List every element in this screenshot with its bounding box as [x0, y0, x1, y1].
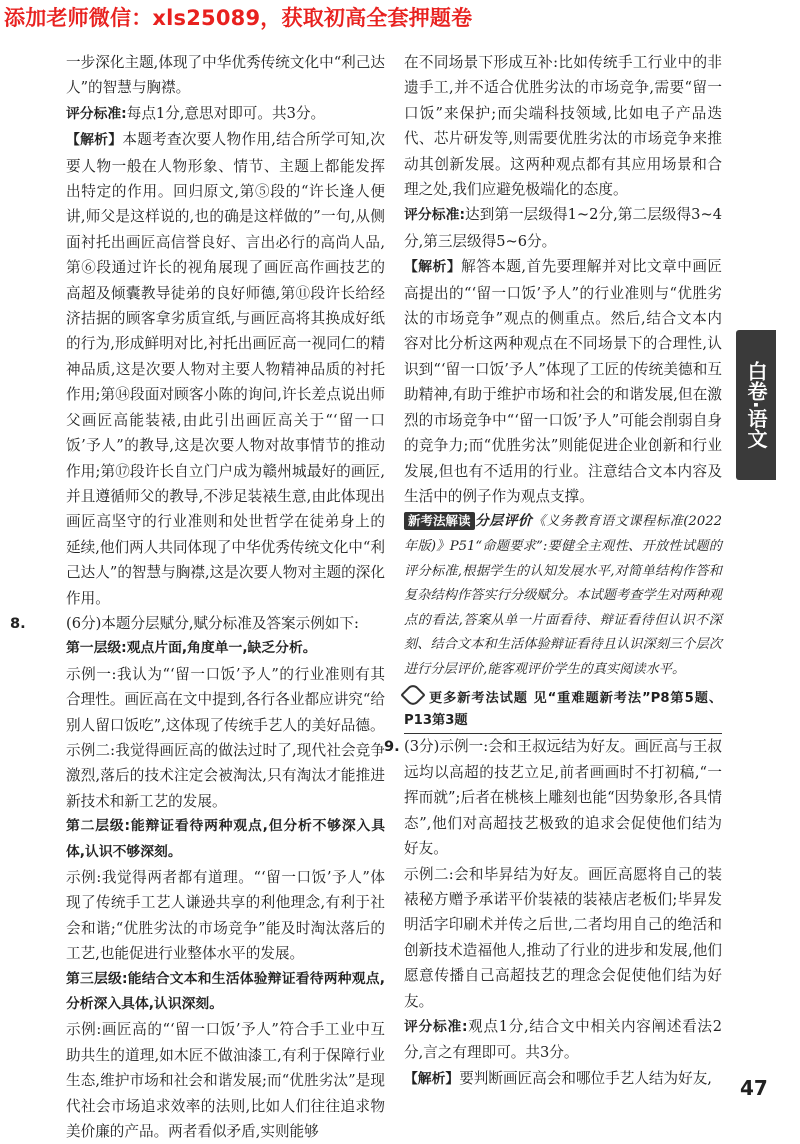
analysis	[404, 254, 722, 509]
example: 示例一:我认为“‘留一口饭’予人”的行业准则有其合理性。画匠高在文中提到,各行各业都应讲究“给别人留口饭吃”,这体现了传统手艺人的美好品德。	[66, 665, 385, 734]
scoring-standard	[30, 101, 385, 127]
page-number: 47	[740, 1076, 768, 1100]
text: 解答本题,首先要理解并对比文章中画匠高提出的“‘留一口饭’予人”的行业准则与“优胜劣汰的市场竞争”观点的侧重点。然后,结合文本内容对比分析这两种观点在不同场景下的合理性,认识到“‘留一口饭’予人”体现了工匠的传统美德和互助精神,有助于维护市场和社会的和谐发展,但在激烈的市场竞争中“‘留一口饭’予人”可能会削弱自身的竞争力;而“优胜劣汰”则能促进企业创新和行业发展,但也有不适用的行业。注意结合文本内容及生活中的例子作为观点支撑。	[404, 258, 723, 505]
more-questions-link[interactable]	[404, 686, 722, 734]
label: 评分标准:	[404, 207, 465, 224]
text: 达到第一层级得1~2分,第二层级得3~4分,第三层级得5~6分。	[404, 206, 722, 250]
right-column	[384, 50, 723, 1092]
left-column	[10, 50, 385, 1144]
level-2: 第二层级:能辩证看待两种观点,但分析不够深入具体,认识不够深刻。	[66, 818, 385, 860]
new-test-tag: 新考法解读	[404, 512, 475, 530]
new-test-note	[404, 509, 722, 682]
promo-banner: 添加老师微信：xls25089，获取初高全套押题卷	[4, 6, 473, 30]
subject-side-tab: 白卷·语文	[736, 330, 776, 480]
label: 【解析】	[404, 1070, 460, 1087]
analysis	[30, 127, 385, 611]
level-1: 第一层级:观点片面,角度单一,缺乏分析。	[66, 640, 317, 657]
text: 本题考查次要人物作用,结合所学可知,次要人物一般在人物形象、情节、主题上都能发挥出特定的作用。回归原文,第⑤段的“许长逢人便讲,师父是这样说的,也的确是这样做的”一句,从侧面衬托出画匠高信誉良好、言出必行的高尚人品,第⑥段通过许长的视角展现了画匠高作画技艺的高超及倾囊教导徒弟的良好师德,第⑪段许长给经济拮据的顾客拿劣质宣纸,与画匠高将其换成好纸的行为,形成鲜明对比,衬托出画匠高一视同仁的精神品质,这是次要人物对主要人物精神品质的衬托作用;第⑭段面对顾客小陈的询问,许长差点说出师父画匠高能装裱,由此引出画匠高关于“‘留一口饭’予人”的教导,这是次要人物对故事情节的推动作用;第⑰段许长自立门户成为赣州城最好的画匠,并且遵循师父的教导,不涉足装裱生意,由此体现出画匠高坚守的行业准则和处世哲学在徒弟身上的延续,他们两人共同体现了中华优秀传统文化中“利己达人”的智慧与胸襟,这是次要人物对主题的深化作用。	[66, 131, 385, 607]
analysis	[404, 1066, 722, 1092]
paragraph: 一步深化主题,体现了中华优秀传统文化中“利己达人”的智慧与胸襟。	[66, 54, 385, 97]
text: 见“重难题新考法”P8第5题、P13第3题	[404, 691, 723, 729]
example: 示例二:会和毕昇结为好友。画匠高愿将自己的装裱秘方赠予承诺平价装裱的装裱店老板们;毕昇发明活字印刷术并传之后世,二者均用自己的绝活和创新技术造福他人,推动了行业的进步和发展,他们愿意传播自己高超技艺的理念会促使他们结为好友。	[404, 865, 722, 1010]
question-number: 9.	[384, 738, 400, 756]
level-3: 第三层级:能结合文本和生活体验辩证看待两种观点,分析深入具体,认识深刻。	[66, 970, 385, 1013]
scoring-standard	[404, 1014, 722, 1066]
text: 《义务教育语文课程标准(2022年版)》P51“命题要求”:要健全主观性、开放性试题的评分标准,根据学生的认知发展水平,对简单结构作答和复杂结构作答实行分级赋分。本试题考查学生对两种观点的看法,答案从单一片面看待、辩证看待但认识不深刻、结合文本和生活体验辩证看待且认识深刻三个层次进行分层评价,能客观评价学生的真实阅读水平。	[404, 514, 722, 677]
link-icon	[400, 683, 425, 708]
example: 示例:画匠高的“‘留一口饭’予人”符合手工业中互助共生的道理,如木匠不做油漆工,有利于保障行业生态,维护市场和社会和谐发展;而“优胜劣汰”是现代社会市场追求效率的法则,比如人们往往追求物美价廉的产品。两者看似矛盾,实则能够	[66, 1021, 385, 1141]
paragraph: 在不同场景下形成互补:比如传统手工行业中的非遗手工,并不适合优胜劣汰的市场竞争,需要“留一口饭”来保护;而尖端科技领域,比如电子产品迭代、芯片研发等,则需要优胜劣汰的市场竞争来推动其创新发展。这两种观点都有其应用场景和合理之处,我们应避免极端化的态度。	[404, 54, 722, 199]
question-9	[384, 734, 722, 861]
label: 【解析】	[66, 132, 123, 149]
example: 示例二:我觉得画匠高的做法过时了,现代社会竞争激烈,落后的技术注定会被淘汰,只有淘汰才能推进新技术和新工艺的发展。	[66, 741, 385, 810]
label: 【解析】	[404, 259, 462, 276]
question-number: 8.	[10, 614, 26, 632]
scoring-standard	[404, 202, 722, 254]
text: 观点1分,结合文中相关内容阐述看法2分,言之有理即可。共3分。	[404, 1017, 722, 1062]
question-8	[10, 611, 385, 636]
label: 评分标准:	[66, 105, 127, 122]
label: 评分标准:	[404, 1018, 468, 1035]
label: 更多新考法试题	[428, 691, 528, 707]
example: 示例:我觉得两者都有道理。“‘留一口饭’予人”体现了传统手工艺人谦逊共享的利他理念,有利于社会和谐;“优胜劣汰的市场竞争”能及时淘汰落后的工艺,也能促进行业整体水平的发展。	[66, 869, 385, 963]
label: 分层评价	[474, 513, 533, 530]
text: 要判断画匠高会和哪位手艺人结为好友,	[459, 1069, 712, 1087]
text: (3分)示例一:会和王叔远结为好友。画匠高与王叔远均以高超的技艺立足,前者画画时不打初稿,“一挥而就”;后者在桃核上雕刻也能“因势象形,各具情态”,他们对高超技艺极致的追求会促使他们结为好友。	[404, 738, 722, 858]
text: (6分)本题分层赋分,赋分标准及答案示例如下:	[66, 614, 359, 632]
text: 每点1分,意思对即可。共3分。	[126, 104, 326, 122]
